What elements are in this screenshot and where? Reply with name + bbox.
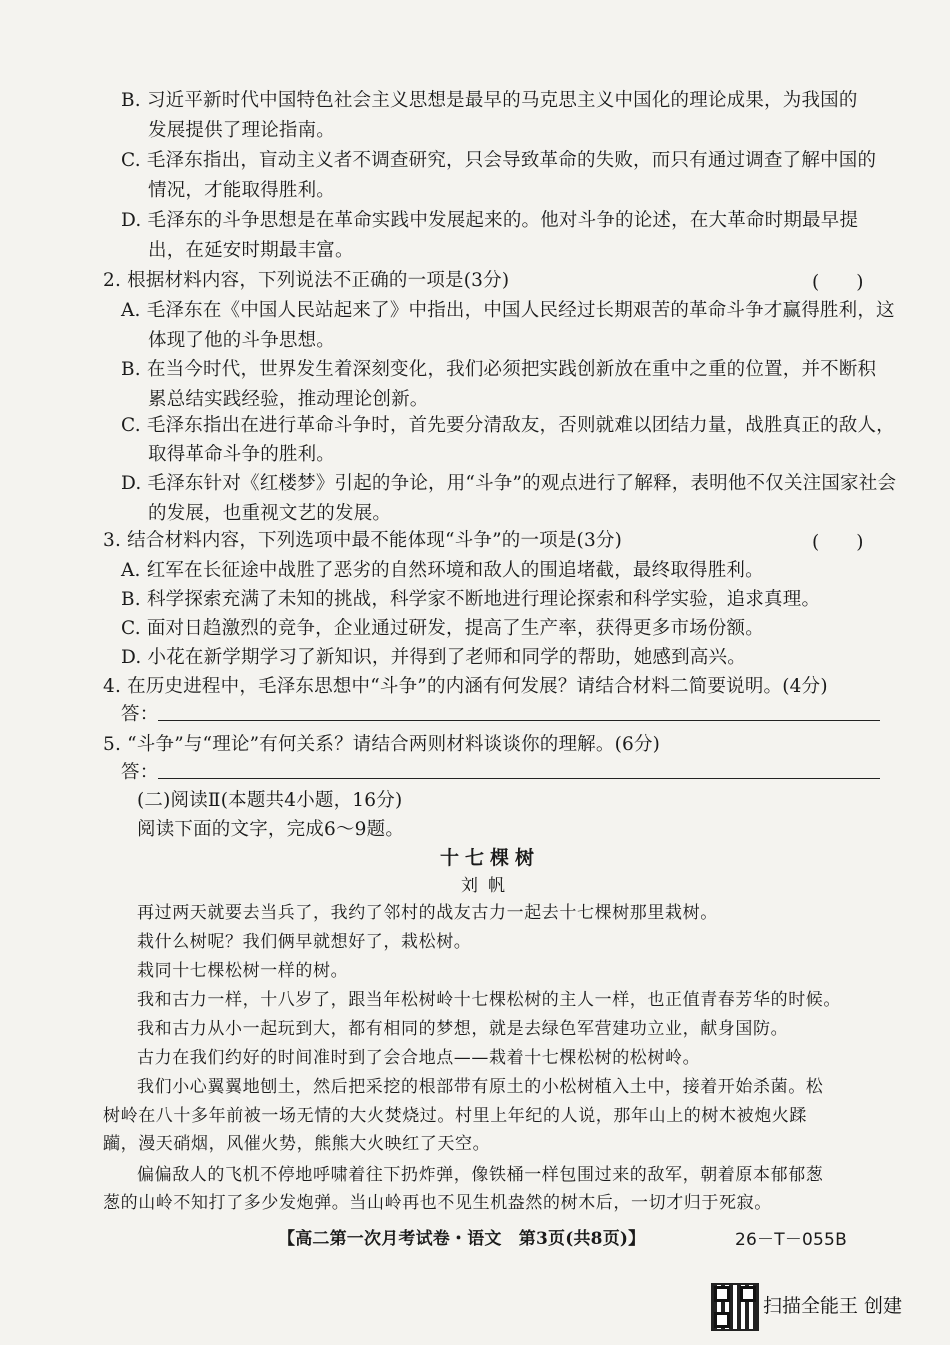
section-heading: (二)阅读Ⅱ(本题共4小题，16分)	[137, 790, 403, 811]
section-instruction: 阅读下面的文字，完成6～9题。	[137, 819, 405, 840]
qr-code-icon	[711, 1283, 759, 1331]
story-paragraph-7-line1: 我们小心翼翼地刨土，然后把采挖的根部带有原土的小松树植入土中，接着开始杀菌。松	[137, 1077, 824, 1097]
q2-option-a-line2: 体现了他的斗争思想。	[148, 330, 336, 351]
story-paragraph-7-line2: 树岭在八十多年前被一场无情的大火焚烧过。村里上年纪的人说，那年山上的树木被炮火蹂	[103, 1106, 807, 1126]
story-author: 刘帆	[461, 876, 515, 896]
q5-answer-label: 答：	[121, 762, 159, 783]
q3-answer-paren: ( )	[812, 532, 864, 553]
q3-option-a: A. 红军在长征途中战胜了恶劣的自然环境和敌人的围追堵截，最终取得胜利。	[121, 560, 764, 581]
story-paragraph-3: 栽同十七棵松树一样的树。	[137, 961, 349, 981]
q1-option-c-line1: C. 毛泽东指出，盲动主义者不调查研究，只会导致革命的失败，而只有通过调查了解中国的	[121, 150, 877, 171]
q3-stem: 3. 结合材料内容，下列选项中最不能体现“斗争”的一项是(3分)	[103, 530, 623, 551]
q2-stem: 2. 根据材料内容，下列说法不正确的一项是(3分)	[103, 270, 510, 291]
story-paragraph-8-line2: 葱的山岭不知打了多少发炮弹。当山岭再也不见生机盎然的树木后，一切才归于死寂。	[103, 1193, 772, 1213]
q2-option-b-line2: 累总结实践经验，推动理论创新。	[148, 389, 429, 410]
q3-option-c: C. 面对日趋激烈的竞争，企业通过研发，提高了生产率，获得更多市场份额。	[121, 618, 764, 639]
story-paragraph-8-line1: 偏偏敌人的飞机不停地呼啸着往下扔炸弹，像铁桶一样包围过来的敌军，朝着原本郁郁葱	[137, 1165, 824, 1185]
page-footer: 【高二第一次月考试卷・语文 第3页(共8页)】	[278, 1229, 646, 1249]
q4-answer-label: 答：	[121, 704, 159, 725]
story-paragraph-1: 再过两天就要去当兵了，我约了邻村的战友古力一起去十七棵树那里栽树。	[137, 903, 718, 923]
story-title: 十七棵树	[440, 847, 541, 869]
exam-code: 26－T－055B	[735, 1230, 847, 1250]
q2-answer-paren: ( )	[812, 272, 864, 293]
q5-stem: 5. “斗争”与“理论”有何关系？请结合两则材料谈谈你的理解。(6分)	[103, 734, 661, 755]
q1-option-b-line2: 发展提供了理论指南。	[148, 120, 336, 141]
q2-option-d-line2: 的发展，也重视文艺的发展。	[148, 503, 392, 524]
q2-option-d-line1: D. 毛泽东针对《红楼梦》引起的争论，用“斗争”的观点进行了解释，表明他不仅关注国家社会	[121, 473, 897, 494]
q4-answer-line[interactable]	[158, 720, 880, 721]
q1-option-d-line1: D. 毛泽东的斗争思想是在革命实践中发展起来的。他对斗争的论述，在大革命时期最早提	[121, 210, 859, 231]
q3-option-b: B. 科学探索充满了未知的挑战，科学家不断地进行理论探索和科学实验，追求真理。	[121, 589, 821, 610]
q1-option-d-line2: 出，在延安时期最丰富。	[148, 240, 354, 261]
story-paragraph-7-line3: 躏，漫天硝烟，风催火势，熊熊大火映红了天空。	[103, 1134, 491, 1154]
q3-option-d: D. 小花在新学期学习了新知识，并得到了老师和同学的帮助，她感到高兴。	[121, 647, 746, 668]
story-paragraph-2: 栽什么树呢？我们俩早就想好了，栽松树。	[137, 932, 472, 952]
q2-option-c-line2: 取得革命斗争的胜利。	[148, 444, 336, 465]
story-paragraph-4: 我和古力一样，十八岁了，跟当年松树岭十七棵松树的主人一样，也正值青春芳华的时候。	[137, 990, 841, 1010]
q2-option-c-line1: C. 毛泽东指出在进行革命斗争时，首先要分清敌友，否则就难以团结力量，战胜真正的敌人，	[121, 415, 895, 436]
story-paragraph-5: 我和古力从小一起玩到大，都有相同的梦想，就是去绿色军营建功立业，献身国防。	[137, 1019, 789, 1039]
story-paragraph-6: 古力在我们约好的时间准时到了会合地点——栽着十七棵松树的松树岭。	[137, 1048, 701, 1068]
q2-option-a-line1: A. 毛泽东在《中国人民站起来了》中指出，中国人民经过长期艰苦的革命斗争才赢得胜利，这	[121, 300, 895, 321]
q1-option-b-line1: B. 习近平新时代中国特色社会主义思想是最早的马克思主义中国化的理论成果，为我国的	[121, 90, 858, 111]
q2-option-b-line1: B. 在当今时代，世界发生着深刻变化，我们必须把实践创新放在重中之重的位置，并不断积	[121, 359, 877, 380]
q1-option-c-line2: 情况，才能取得胜利。	[148, 180, 336, 201]
scanner-watermark-label: 扫描全能王 创建	[763, 1295, 903, 1317]
q4-stem: 4. 在历史进程中，毛泽东思想中“斗争”的内涵有何发展？请结合材料二简要说明。(4分)	[103, 676, 828, 697]
q5-answer-line[interactable]	[158, 778, 880, 779]
